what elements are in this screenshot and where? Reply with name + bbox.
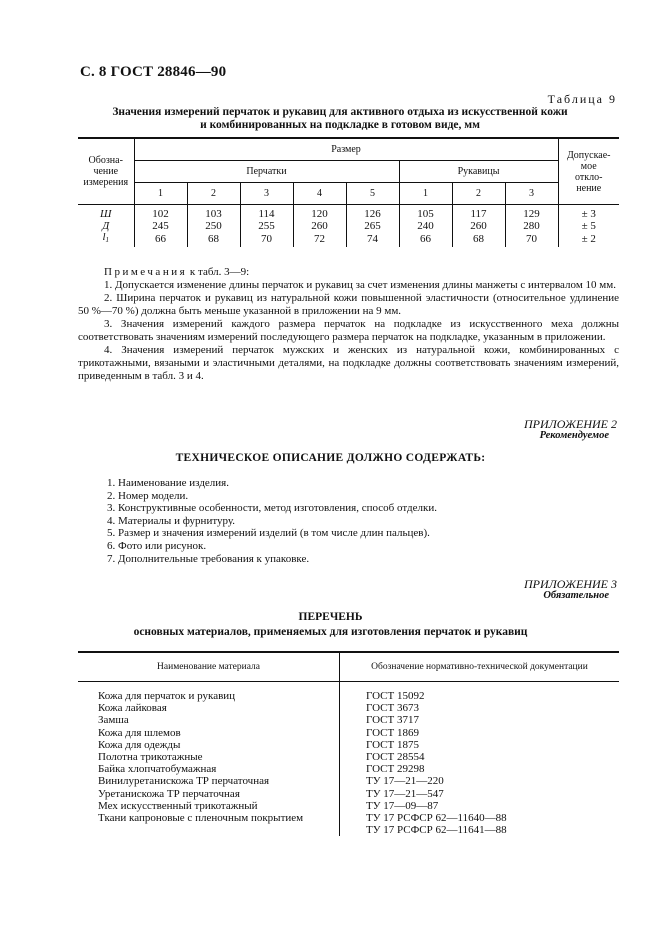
appendix-3-title [0,610,661,640]
table-9-title-line: и комбинированных на подкладке в готовом виде, мм [200,119,480,131]
material-item: Замша [98,714,129,727]
tolerance-cell: ± 5 [558,221,619,233]
list-item: 5. Размер и значения измерений изделий (в том числе длин пальцев). [107,527,430,540]
appendix-3-status: Обязательное [543,590,609,601]
document-item: ГОСТ 1869 [366,726,419,739]
tolerance-header-line: откло- [575,171,603,183]
measurement-name [78,221,134,233]
table-cell: 70 [240,232,293,247]
document-column-header: Обозначение нормативно-технической документации [340,652,620,682]
table-cell: 105 [399,205,452,221]
table-row [78,232,619,247]
table-cell: 68 [452,232,505,247]
document-item: ТУ 17—09—87 [366,799,439,812]
measurements-table [78,137,619,247]
document-item: ТУ 17 РСФСР 62—11640—88 [366,812,507,825]
appendix-2-label: ПРИЛОЖЕНИЕ 2 [524,417,617,431]
document-item: ГОСТ 1875 [366,738,419,751]
description-list [107,477,437,565]
mitten-size-header: 2 [452,183,505,205]
appendix-3-label: ПРИЛОЖЕНИЕ 3 [524,577,617,591]
glove-size-header: 4 [293,183,346,205]
table-cell: 114 [240,205,293,221]
documents-column [340,682,620,837]
appendix-2-title: ТЕХНИЧЕСКОЕ ОПИСАНИЕ ДОЛЖНО СОДЕРЖАТЬ: [175,452,486,464]
materials-table [78,651,619,836]
list-item: 7. Дополнительные требования к упаковке. [107,552,310,565]
page-header: С. 8 ГОСТ 28846—90 [80,64,227,80]
table-cell: 260 [293,221,346,233]
material-item: Винилуретанискожа ТР перчаточная [98,775,270,788]
material-item-spacer [98,824,339,836]
notes-heading-rest: к табл. 3—9: [187,266,250,278]
tolerance-header-line: нение [576,182,602,194]
tolerance-cell: ± 2 [558,232,619,247]
document-item: ГОСТ 29298 [366,763,425,776]
table-cell: 245 [134,221,187,233]
note-item: 4. Значения измерений перчаток мужских и женских из натуральной кожи, комбинированных с трикотажными, вязаными и эластичными деталями, на подкладке должны соответствовать значениям измерений, приведенным в табл. 3 и 4. [78,344,619,382]
glove-size-header: 3 [240,183,293,205]
table-cell: 66 [399,232,452,247]
glove-size-header: 5 [346,183,399,205]
table-row [78,221,619,233]
note-item: 2. Ширина перчаток и рукавиц из натуральной кожи повышенной эластичности (относительное удлинение 50 %—70 %) должна быть меньше указанной в приложении на 9 мм. [78,292,619,317]
material-item: Ткани капроновые с пленочным покрытием [98,812,304,825]
material-item: Байка хлопчатобумажная [98,763,217,776]
notes-heading-word: Примечания [104,266,188,278]
mitten-size-header: 1 [399,183,452,205]
glove-size-header: 1 [134,183,187,205]
table-9-title-line: Значения измерений перчаток и рукавиц для активного отдыха из искусственной кожи [112,106,568,118]
note-item: 3. Значения измерений каждого размера перчаток на подкладке из искусственного меха должны соответствовать значениям измерений последующего размера перчаток на подкладке, указанным в приложении. [78,318,619,343]
table-cell: 66 [134,232,187,247]
table-9-label: Таблица 9 [547,92,617,106]
table-cell: 117 [452,205,505,221]
document-item: ГОСТ 3673 [366,702,419,715]
designation-header-line: чение [93,166,119,177]
material-item: Полотна трикотажные [98,751,203,764]
document-item: ГОСТ 28554 [366,751,425,764]
table-cell: 280 [505,221,558,233]
table-9-title [100,106,580,132]
appendix-3-title-line: ПЕРЕЧЕНЬ [298,611,363,623]
notes-section [78,266,619,383]
note-item: 1. Допускается изменение длины перчаток и рукавиц за счет изменения длины манжеты с интервалом 10 мм. [104,279,616,291]
table-row [78,205,619,221]
tolerance-header-line: Допускае- [566,149,611,161]
tolerance-header [558,138,619,205]
materials-column [78,682,340,837]
tolerance-header-line: мое [580,160,597,172]
list-item: 2. Номер модели. [107,489,189,502]
table-cell: 103 [187,205,240,221]
measurement-name [78,205,134,221]
material-item: Мех искусственный трикотажный [98,799,258,812]
document-item: ТУ 17—21—220 [366,775,444,788]
material-column-header: Наименование материала [78,652,340,682]
document-item: ТУ 17 РСФСР 62—11641—88 [366,824,507,837]
size-header: Размер [134,138,558,161]
designation-header-line: Обозна- [88,155,123,166]
document-item: ГОСТ 15092 [366,690,425,702]
measurement-subscript: 1 [105,236,110,244]
document-item: ГОСТ 3717 [366,714,419,727]
table-cell: 68 [187,232,240,247]
tolerance-cell: ± 3 [558,205,619,221]
mitten-size-header: 3 [505,183,558,205]
material-item: Уретанискожа ТР перчаточная [98,787,240,800]
appendix-2-status: Рекомендуемое [539,430,609,441]
document-item: ТУ 17—21—547 [366,787,444,800]
table-cell: 129 [505,205,558,221]
list-item: 1. Наименование изделия. [107,477,229,489]
notes-heading [78,266,619,279]
measurement-symbol: l [102,231,106,243]
gloves-header: Перчатки [134,161,399,183]
table-cell: 120 [293,205,346,221]
list-item: 6. Фото или рисунок. [107,539,207,552]
material-item: Кожа лайковая [98,702,167,715]
material-item: Кожа для перчаток и рукавиц [98,690,236,702]
table-cell: 74 [346,232,399,247]
table-cell: 255 [240,221,293,233]
glove-size-header: 2 [187,183,240,205]
table-cell: 72 [293,232,346,247]
table-cell: 250 [187,221,240,233]
mittens-header: Рукавицы [399,161,558,183]
list-item: 4. Материалы и фурнитуру. [107,514,235,527]
table-cell: 126 [346,205,399,221]
table-cell: 70 [505,232,558,247]
material-item: Кожа для одежды [98,738,181,751]
measurement-name [78,232,134,247]
table-cell: 265 [346,221,399,233]
table-cell: 260 [452,221,505,233]
measurement-symbol: Ш [100,208,112,220]
table-cell: 102 [134,205,187,221]
measurement-symbol: Д [102,219,110,232]
appendix-3-title-line: основных материалов, применяемых для изготовления перчаток и рукавиц [133,626,528,638]
designation-header [78,138,134,205]
material-item: Кожа для шлемов [98,726,181,739]
designation-header-line: измерения [83,177,129,188]
table-cell: 240 [399,221,452,233]
list-item: 3. Конструктивные особенности, метод изготовления, способ отделки. [107,502,437,515]
